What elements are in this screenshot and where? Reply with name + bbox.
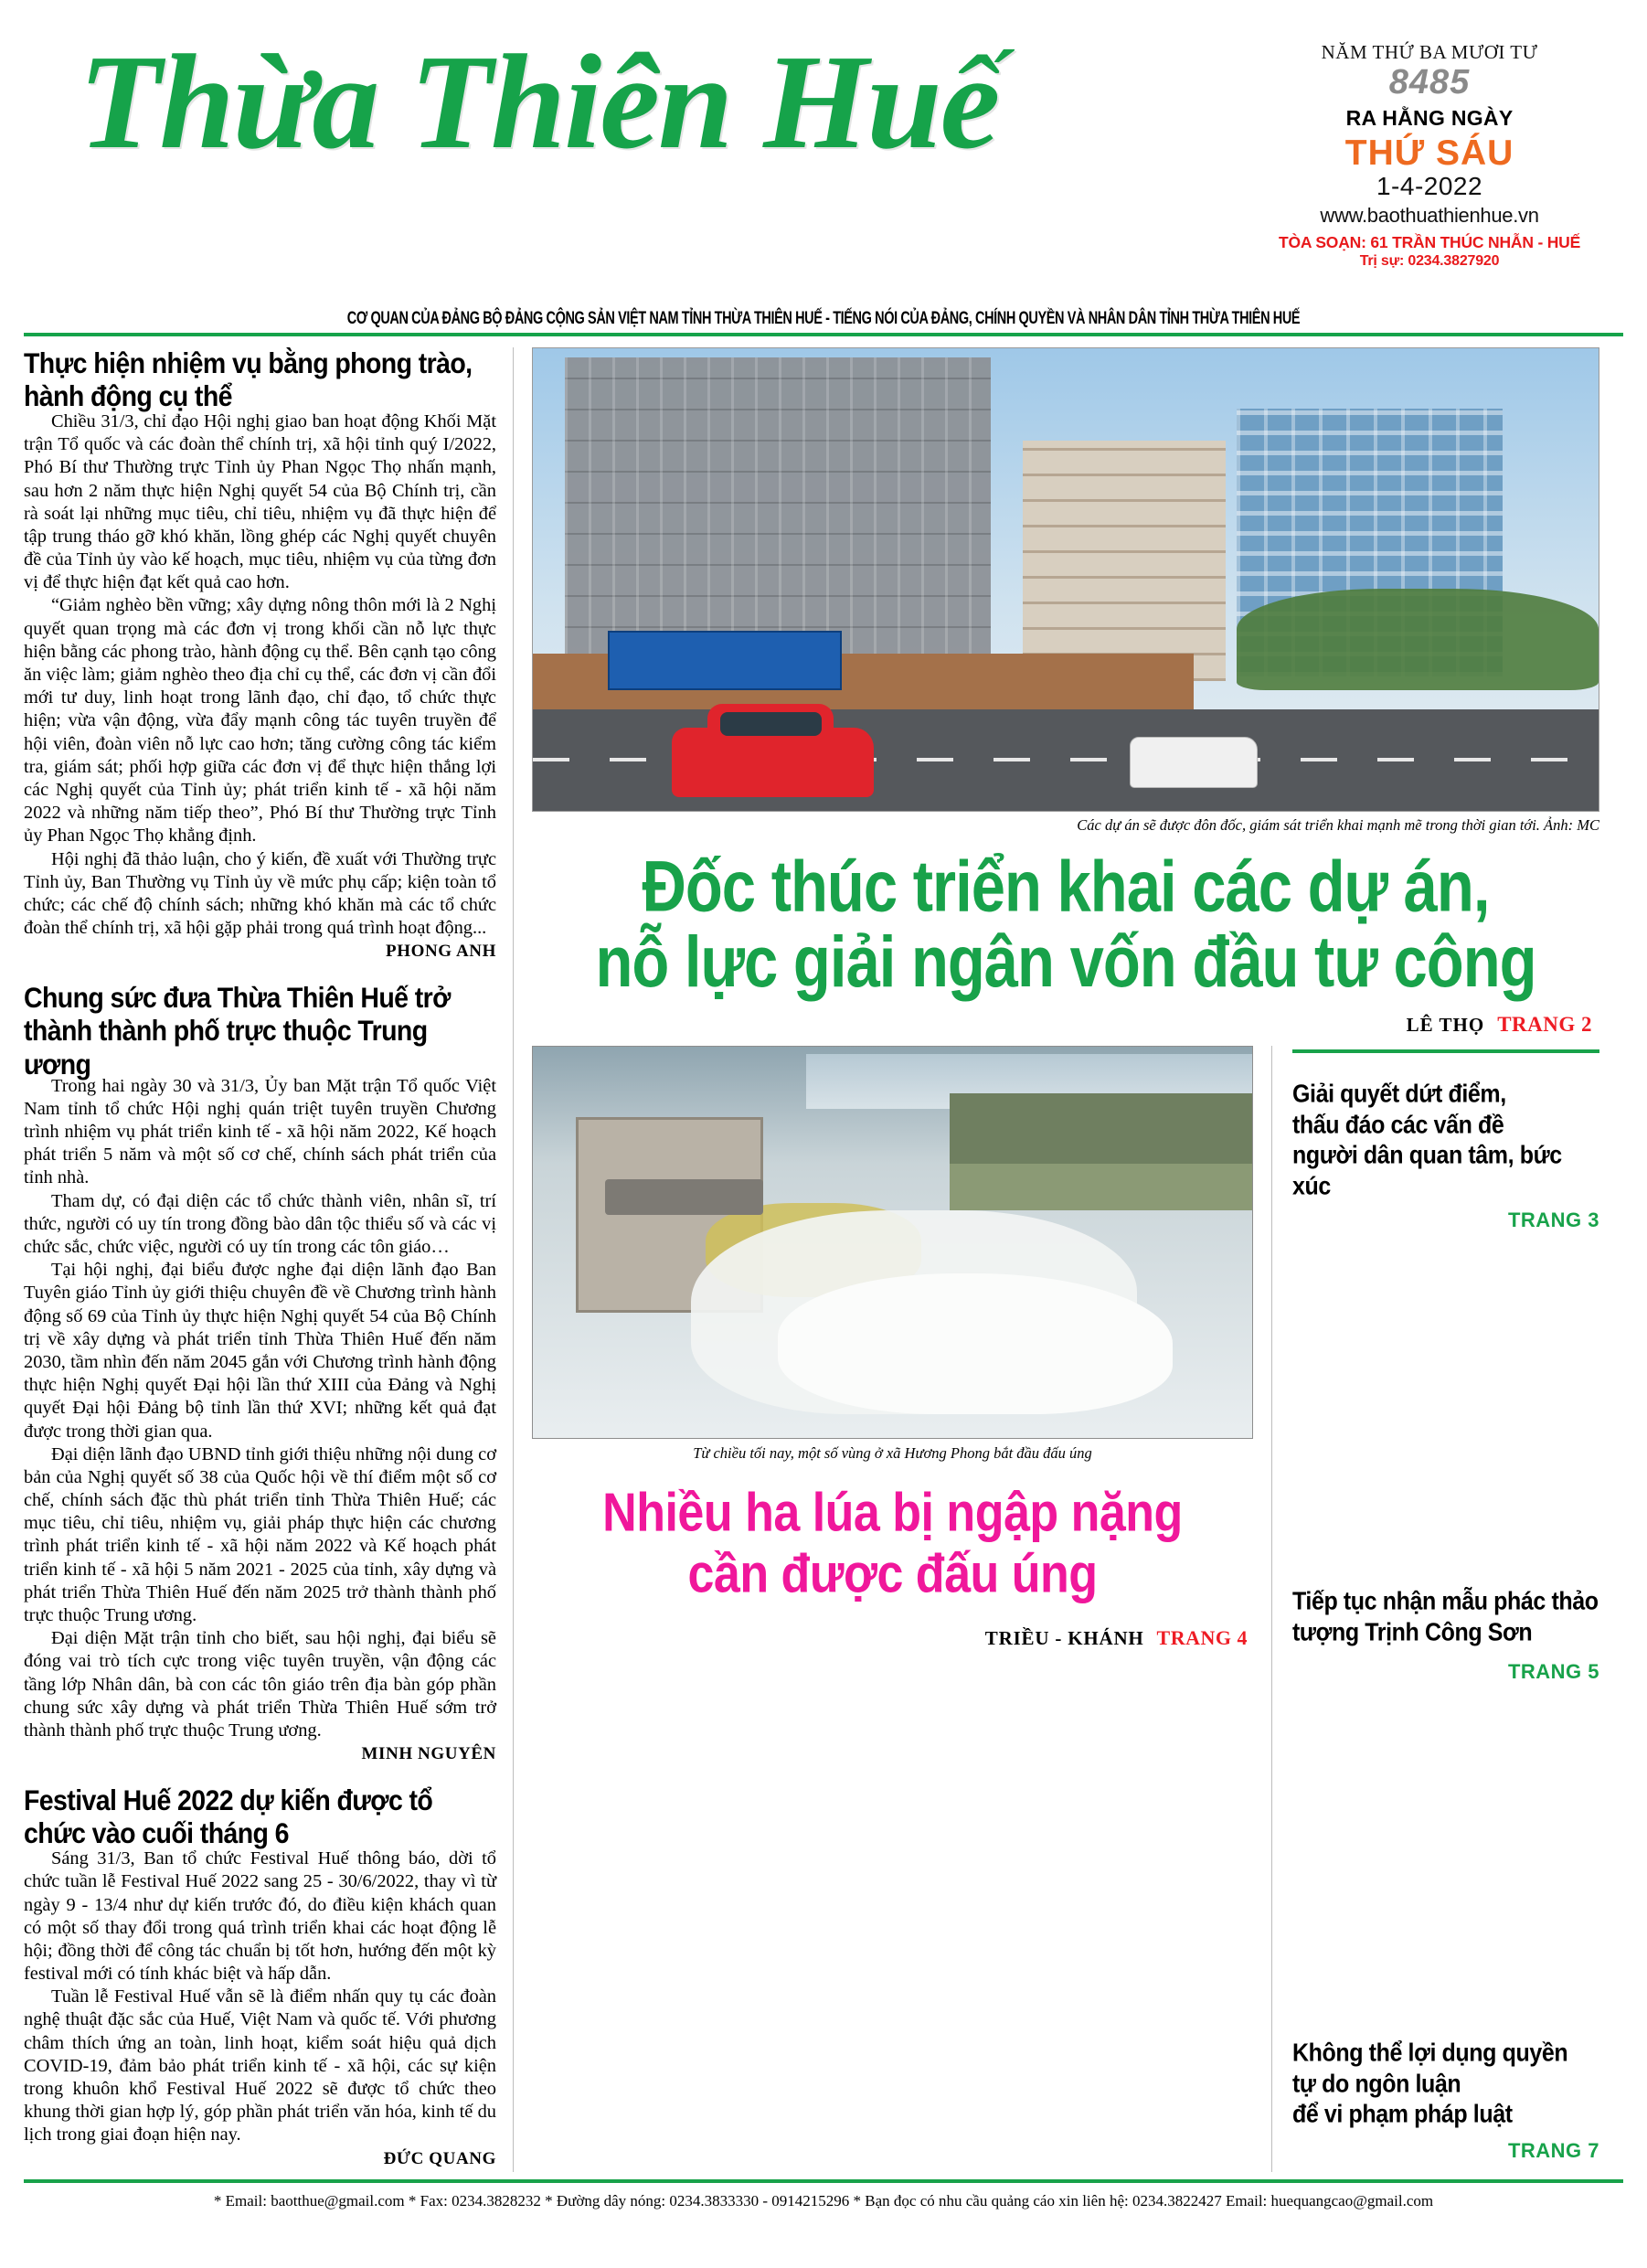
teaser-title-2 [1292, 1586, 1599, 1647]
photo-riverbank [950, 1093, 1252, 1210]
teaser-sidebar [1272, 1046, 1599, 2172]
paragraph: Sáng 31/3, Ban tổ chức Festival Huế thông báo, dời tổ chức tuần lễ Festival Huế 2022 sang 25 - 30/6/2022, thay vì từ ngày 9 - 13/4 như dự kiến trước đó, do điều kiện khách quan có một số thay đổi trong quá trình triển khai các hoạt động lễ hội; đồng thời để công tác chuẩn bị tốt hơn, hướng đến một kỳ festival mới có tính khác biệt và hấp dẫn. [24, 1848, 496, 1985]
masthead [24, 0, 1623, 283]
lead-story-credit [532, 1013, 1599, 1037]
teaser-line: thấu đáo các vấn đề [1292, 1110, 1504, 1139]
teaser-line: người dân quan tâm, bức xúc [1292, 1140, 1562, 1200]
secondary-headline-line-1: Nhiều ha lúa bị ngập nặng [602, 1482, 1183, 1543]
office-phone: Trị sự: 0234.3827920 [1359, 252, 1500, 269]
teaser-line: tự do ngôn luận [1292, 2069, 1461, 2097]
paragraph: Tuần lễ Festival Huế vẫn sẽ là điểm nhấn quy tụ các đoàn nghệ thuật đặc sắc của Huế, Việt Nam và quốc tế. Với phương châm thích ứng an toàn, linh hoạt, kiểm soát hiệu quả dịch COVID-19, đảm bảo phát triển kinh tế - xã hội, các sự kiện trong khuôn khổ Festival Huế 2022 sẽ được tổ chức theo khung thời gian hợp lý, góp phần phát triển văn hóa, kinh tế du lịch trong giai đoạn hiện nay. [24, 1986, 496, 2146]
article-spacer [24, 962, 496, 982]
publication-frequency: RA HẰNG NGÀY [1345, 106, 1514, 131]
lead-story-headline[interactable] [532, 846, 1599, 1003]
teaser-item-1[interactable] [1292, 1079, 1599, 1232]
photo-billboard [608, 631, 843, 691]
lead-story-author: LÊ THỌ [1406, 1013, 1485, 1036]
teaser-line: Tiếp tục nhận mẫu phác thảo [1292, 1586, 1599, 1615]
teaser-line: Giải quyết dứt điểm, [1292, 1079, 1506, 1108]
lead-photo-caption: Các dự án sẽ được đôn đốc, giám sát triển khai mạnh mẽ trong thời gian tới. Ảnh: MC [1077, 816, 1599, 834]
article-body-3 [24, 1847, 496, 2146]
teaser-title-1 [1292, 1079, 1599, 1201]
article-byline-2: MINH NGUYÊN [361, 1744, 496, 1764]
paragraph: “Giảm nghèo bền vững; xây dựng nông thôn mới là 2 Nghị quyết quan trọng mà các đơn vị trong khối cần nỗ lực thực hiện bằng các phong trào, hành động cụ thể. Bên cạnh tạo công ăn việc làm; giảm nghèo theo địa chỉ cụ thể, các đơn vị cần đổi mới tư duy, linh hoạt trong lãnh đạo, chỉ đạo, tổ chức thực hiện; vừa vận động, vừa đẩy mạnh công tác tuyên truyền để hội viên, đoàn viên nỗ lực cao hơn; tăng cường công tác kiểm tra, giám sát; phối hợp giữa các đơn vị để thực hiện thắng lợi các Nghị quyết của Tỉnh ủy; phát triển kinh tế - xã hội năm 2022 và những năm tiếp theo”, Phó Bí thư Thường trực Tỉnh ủy Phan Ngọc Thọ khẳng định. [24, 595, 496, 847]
paragraph: Hội nghị đã thảo luận, cho ý kiến, đề xuất với Thường trực Tỉnh ủy, Ban Thường vụ Tỉnh ủy về mức phụ cấp; kiện toàn tổ chức; các chế độ chính sách; những khó khăn mà các tổ chức đoàn thể chính trị, xã hội gặp phải trong quá trình hoạt động... [24, 848, 496, 939]
photo-trees [1237, 589, 1599, 690]
teaser-item-3[interactable] [1292, 2038, 1599, 2164]
article-headline-2[interactable]: Chung sức đưa Thừa Thiên Huế trở thành thành phố trực thuộc Trung ương [24, 982, 451, 1081]
paragraph: Đại diện Mặt trận tỉnh cho biết, sau hội nghị, đại biểu sẽ đóng vai trò tích cực trong việc tuyên truyền, vận động các tầng lớp Nhân dân, bà con các tôn giáo trên địa bàn góp phần chung sức xây dựng và phát triển Thừa Thiên Huế sớm trở thành thành phố trực thuộc Trung ương. [24, 1628, 496, 1741]
paragraph: Đại diện lãnh đạo UBND tỉnh giới thiệu những nội dung cơ bản của Nghị quyết số 38 của Quốc hội về thí điểm một số cơ chế, chính sách đặc thù phát triển tỉnh Thừa Thiên Huế; các mục tiêu, chỉ tiêu, nhiệm vụ, giải pháp thực hiện các chương trình phát triển kinh tế - xã hội năm 2022 và Kế hoạch phát triển kinh tế - xã hội 5 năm 2021 - 2025 của tỉnh, xây dựng và phát triển Thừa Thiên Huế đến năm 2025 trở thành thành phố trực thuộc Trung ương. [24, 1443, 496, 1626]
teaser-page-ref-1[interactable]: TRANG 3 [1507, 1208, 1599, 1231]
masthead-divider-rule [24, 333, 1623, 336]
photo-foam-spray-2 [778, 1273, 1174, 1414]
secondary-story-photo [532, 1046, 1253, 1439]
photo-red-taxi [672, 728, 875, 797]
publication-date: 1-4-2022 [1376, 172, 1483, 201]
teaser-title-3 [1292, 2038, 1599, 2130]
paragraph: Trong hai ngày 30 và 31/3, Ủy ban Mặt trận Tổ quốc Việt Nam tỉnh tổ chức Hội nghị quán triệt tuyên truyền Chương trình nhiệm vụ phát triển kinh tế - xã hội năm 2022, Kế hoạch phát triển 5 năm và một số cơ chế, chính sách phát triển của tỉnh nhà. [24, 1075, 496, 1188]
main-story-column [514, 347, 1599, 2172]
issue-number: 8485 [1388, 63, 1471, 102]
paragraph: Tại hội nghị, đại biểu được nghe đại diện lãnh đạo Ban Tuyên giáo Tỉnh ủy giới thiệu chuyên đề về Chương trình hành động số 69 của Tỉnh ủy thực hiện Nghị quyết 54 của Bộ Chính trị về xây dựng và phát triển tỉnh Thừa Thiên Huế đến năm 2030, tầm nhìn đến năm 2045 gắn với Chương trình hành động thực hiện Nghị quyết Đại hội lần thứ XIII của Đảng và Nghị quyết Đại hội Đảng bộ tỉnh lần thứ XVI; những kết quả đạt được trong thời gian qua. [24, 1260, 496, 1442]
article-headline-1[interactable]: Thực hiện nhiệm vụ bằng phong trào, hành động cụ thể [24, 347, 473, 414]
secondary-story [532, 1046, 1272, 2172]
masthead-left [24, 0, 1236, 177]
newspaper-nameplate: Thừa Thiên Huế [79, 27, 999, 177]
publication-year-line: NĂM THỨ BA MƯƠI TƯ [1321, 41, 1538, 63]
publication-weekday: THỨ SÁU [1344, 133, 1514, 174]
teaser-spacer [1292, 1693, 1599, 2038]
secondary-photo-caption: Từ chiều tối nay, một số vùng ở xã Hương Phong bắt đầu đấu úng [693, 1443, 1092, 1462]
secondary-story-page-ref[interactable]: TRANG 4 [1156, 1626, 1248, 1650]
paragraph: Chiều 31/3, chỉ đạo Hội nghị giao ban hoạt động Khối Mặt trận Tổ quốc và các đoàn thể chính trị, xã hội tỉnh quý I/2022, Phó Bí thư Thường trực Tỉnh ủy Phan Ngọc Thọ nhấn mạnh, sau hơn 2 năm thực hiện Nghị quyết 54 của Bộ Chính trị, cần rà soát lại những mục tiêu, chỉ tiêu, nhiệm vụ đã thực hiện để tập trung tháo gỡ khó khăn, lồng ghép các Nghị quyết chuyên đề của Tỉnh ủy vào kế hoạch, mục tiêu, nhiệm vụ của từng đơn vị để thực hiện đạt kết quả cao hơn. [24, 410, 496, 593]
paragraph: Tham dự, có đại diện các tổ chức thành viên, nhân sĩ, trí thức, người có uy tín trong đồng bào dân tộc thiểu số và các vị chức sắc, chức việc, người có uy tín trong các tôn giáo… [24, 1190, 496, 1258]
office-address: TÒA SOẠN: 61 TRẦN THÚC NHẪN - HUẾ [1278, 233, 1581, 252]
left-article-column [24, 347, 514, 2172]
footer-contact-line: * Email: baotthue@gmail.com * Fax: 0234.3828232 * Đường dây nóng: 0234.3833330 - 0914215296 * Bạn đọc có nhu cầu quảng cáo xin liên hệ: 0234.3822427 Email: huequangcao@gmail.com [213, 2192, 1434, 2209]
photo-pump-pipe [605, 1179, 763, 1215]
photo-white-car [1130, 737, 1258, 788]
lead-headline-line-1: Đốc thúc triển khai các dự án, [642, 846, 1490, 927]
secondary-story-author: TRIỀU - KHÁNH [984, 1627, 1144, 1650]
masthead-tagline: CƠ QUAN CỦA ĐẢNG BỘ ĐẢNG CỘNG SẢN VIỆT NAM TỈNH THỪA THIÊN HUẾ - TIẾNG NÓI CỦA ĐẢNG, CHÍNH QUYỀN VÀ NHÂN DÂN TỈNH THỪA THIÊN HUẾ [346, 309, 1301, 329]
lower-section [532, 1046, 1599, 2172]
article-body-1 [24, 410, 496, 940]
website-url[interactable]: www.baothuathienhue.vn [1320, 204, 1539, 228]
teaser-item-2[interactable] [1292, 1586, 1599, 1684]
teaser-line: Không thể lợi dụng quyền [1292, 2038, 1568, 2067]
article-body-2 [24, 1075, 496, 1742]
teaser-spacer [1292, 1241, 1599, 1586]
secondary-story-headline[interactable] [532, 1483, 1253, 1605]
teaser-divider-rule [1292, 1049, 1599, 1053]
article-headline-3[interactable]: Festival Huế 2022 dự kiến được tổ chức vào cuối tháng 6 [24, 1784, 433, 1851]
teaser-line: để vi phạm pháp luật [1292, 2099, 1513, 2128]
lead-story-photo [532, 347, 1599, 812]
teaser-page-ref-3[interactable]: TRANG 7 [1507, 2139, 1599, 2162]
teaser-line: tượng Trịnh Công Sơn [1292, 1617, 1533, 1646]
photo-midrise-building [1023, 441, 1226, 681]
lead-story-page-ref[interactable]: TRANG 2 [1497, 1012, 1592, 1036]
masthead-publication-info [1236, 0, 1623, 269]
secondary-headline-line-2: cần được đấu úng [687, 1543, 1098, 1604]
secondary-story-credit [532, 1626, 1253, 1650]
teaser-page-ref-2[interactable]: TRANG 5 [1507, 1659, 1599, 1683]
lead-headline-line-2: nỗ lực giải ngân vốn đầu tư công [595, 921, 1536, 1003]
article-spacer [24, 1764, 496, 1784]
page-content [24, 347, 1623, 2172]
article-byline-3: ĐỨC QUANG [383, 2148, 496, 2168]
article-byline-1: PHONG ANH [386, 942, 496, 962]
